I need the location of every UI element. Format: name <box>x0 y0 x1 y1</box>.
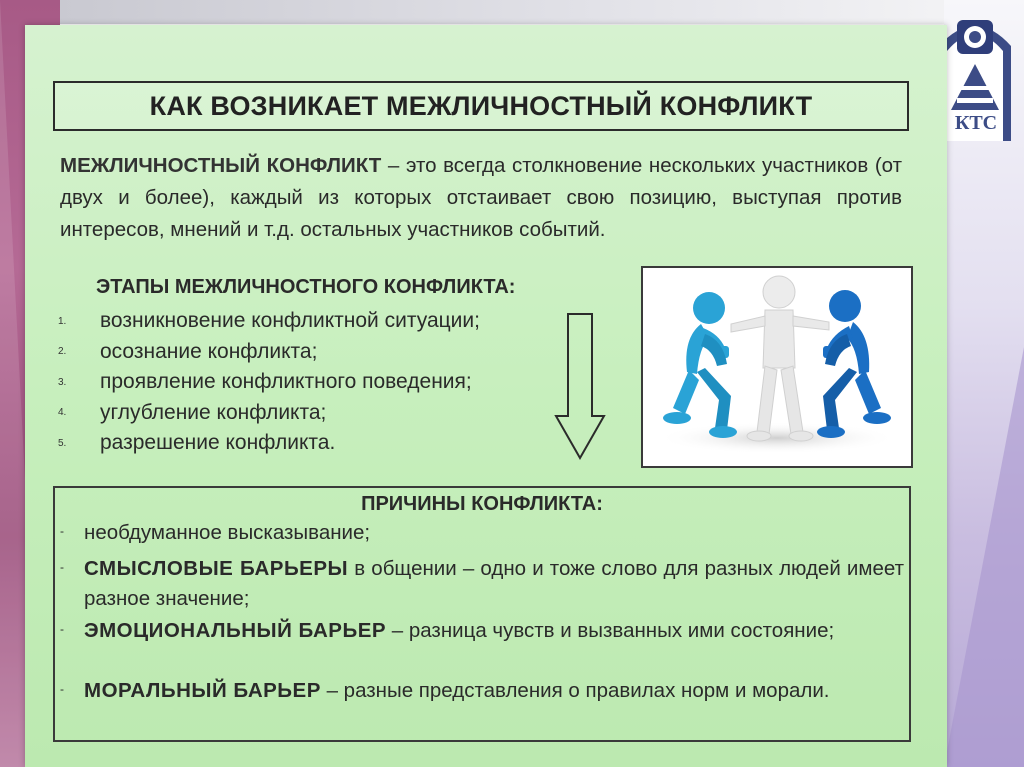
down-arrow-icon <box>554 312 606 460</box>
stage-text: возникновение конфликтной ситуации; <box>100 309 480 333</box>
list-item <box>54 337 554 368</box>
logo-text: КТС <box>954 112 998 134</box>
stage-number: 1. <box>58 315 67 327</box>
stages-list <box>54 306 554 459</box>
stages-title: ЭТАПЫ МЕЖЛИЧНОСТНОГО КОНФЛИКТА: <box>96 276 516 298</box>
cause-text: – разные представления о правилах норм и морали. <box>320 679 830 702</box>
background-right-triangle <box>944 347 1024 767</box>
causes-title: ПРИЧИНЫ КОНФЛИКТА: <box>361 493 603 515</box>
cause-text: в общении – одно и тоже слово для разных людей имеет разное значение; <box>84 557 904 610</box>
cause-dash: - <box>60 524 64 538</box>
left-figure-icon <box>663 292 737 438</box>
definition-term: МЕЖЛИЧНОСТНЫЙ КОНФЛИКТ <box>60 154 382 177</box>
stage-number: 5. <box>58 437 67 449</box>
stage-text: углубление конфликта; <box>100 400 327 424</box>
cause-item <box>60 676 904 706</box>
cause-text: необдуманное высказывание; <box>84 521 371 544</box>
stage-number: 4. <box>58 407 67 419</box>
cause-item <box>60 616 904 646</box>
cause-item <box>60 554 904 614</box>
figures-illustration-icon <box>643 268 911 466</box>
cause-dash: - <box>60 622 64 636</box>
title-box <box>53 81 909 131</box>
cause-dash: - <box>60 682 64 696</box>
page-title: КАК ВОЗНИКАЕТ МЕЖЛИЧНОСТНЫЙ КОНФЛИКТ <box>149 90 813 121</box>
stage-text: осознание конфликта; <box>100 339 318 363</box>
right-figure-icon <box>817 290 891 438</box>
conflict-illustration <box>641 266 913 468</box>
definition-text: – это всегда столкновение нескольких участников (от двух и более), каждый из которых отстаивает свою позицию, выступая против интересов, мнений и т.д. остальных участников событий. <box>60 154 903 241</box>
background-top-band <box>60 0 960 24</box>
list-item <box>54 398 554 429</box>
cause-text: – разница чувств и вызванных ими состояние; <box>386 619 835 642</box>
list-item <box>54 367 554 398</box>
cause-term: МОРАЛЬНЫЙ БАРЬЕР <box>84 679 321 702</box>
cause-dash: - <box>60 560 64 574</box>
stage-number: 3. <box>58 376 67 388</box>
cause-term: ЭМОЦИОНАЛЬНЫЙ БАРЬЕР <box>84 619 387 642</box>
stage-number: 2. <box>58 346 67 358</box>
stage-text: разрешение конфликта. <box>100 431 336 455</box>
stage-text: проявление конфликтного поведения; <box>100 370 472 394</box>
cause-item <box>60 518 904 548</box>
list-item <box>54 306 554 337</box>
list-item <box>54 428 554 459</box>
definition-paragraph <box>60 150 902 246</box>
cause-term: СМЫСЛОВЫЕ БАРЬЕРЫ <box>84 557 349 580</box>
middle-figure-icon <box>731 276 829 441</box>
